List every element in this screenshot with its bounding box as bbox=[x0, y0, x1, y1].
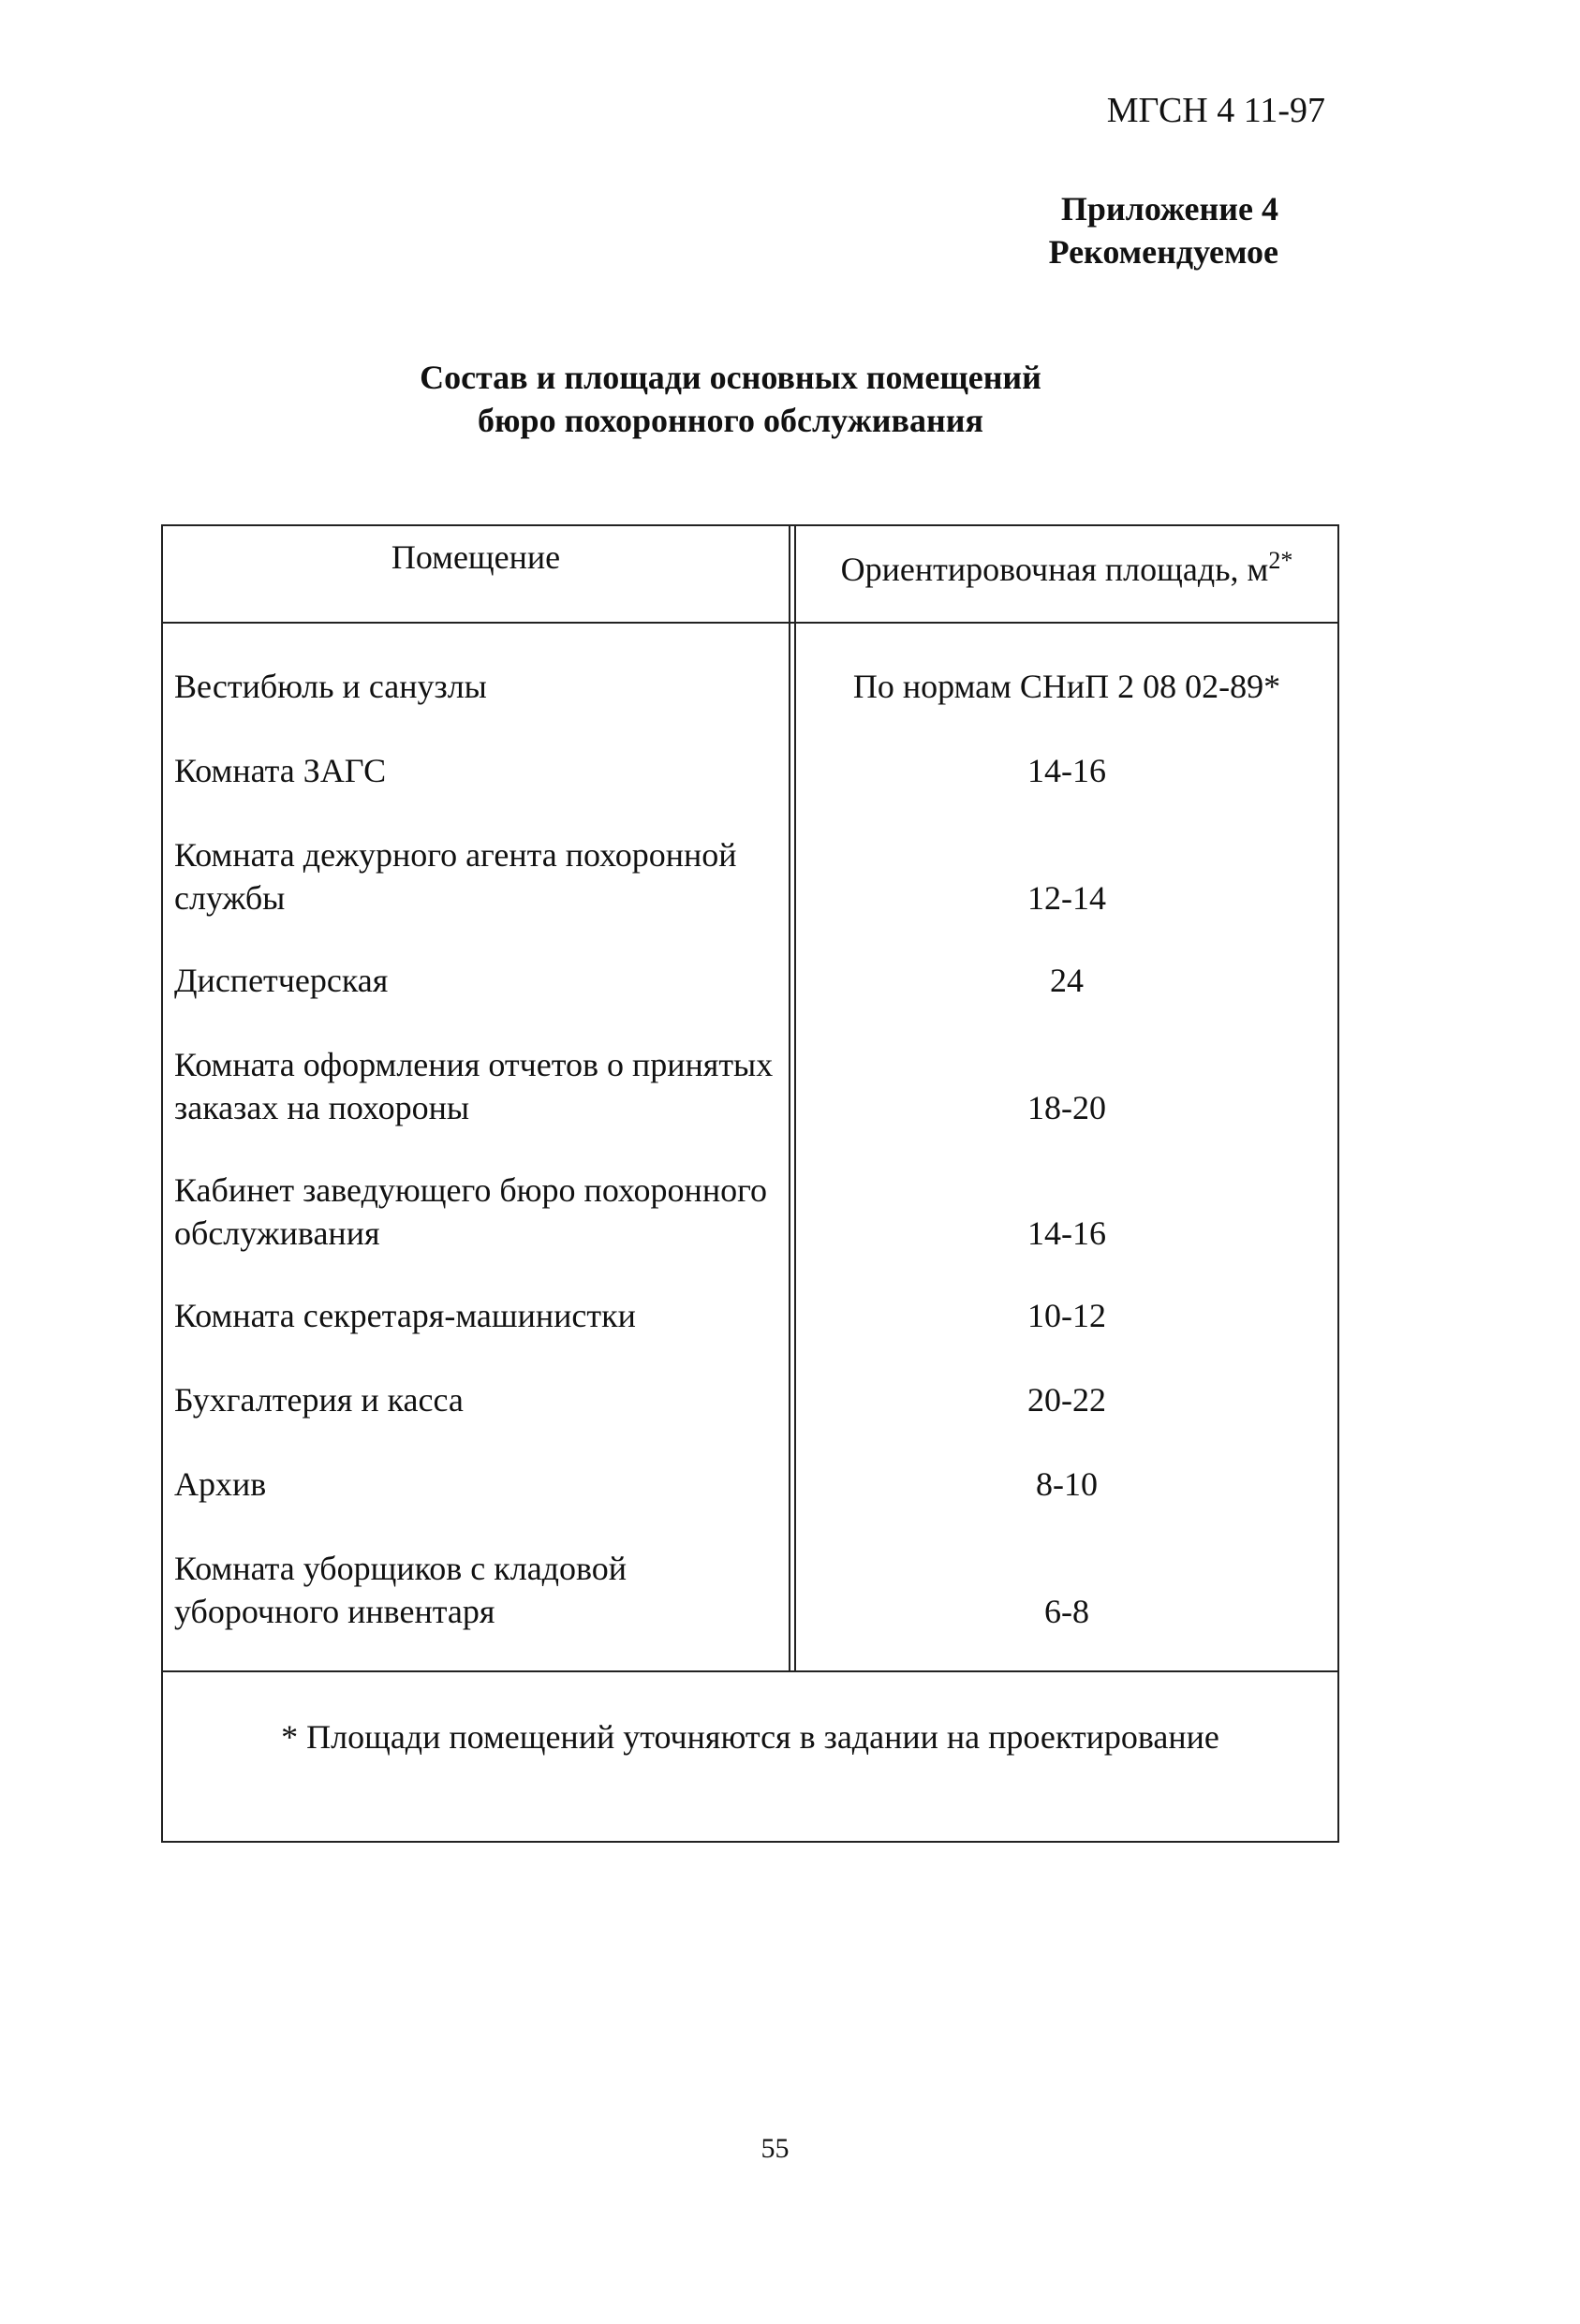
room-area: 8-10 bbox=[1036, 1465, 1098, 1503]
room-area: 14-16 bbox=[1027, 752, 1106, 789]
room-area: 24 bbox=[1050, 962, 1084, 999]
room-name: Комната оформления отчетов о принятых заказах на похороны bbox=[174, 1046, 774, 1126]
room-area: 20-22 bbox=[1027, 1381, 1106, 1419]
column-header-room: Помещение bbox=[391, 538, 561, 576]
room-name: Вестибюль и санузлы bbox=[174, 668, 487, 705]
room-area: 12-14 bbox=[1027, 879, 1106, 917]
room-area: 18-20 bbox=[1027, 1089, 1106, 1126]
title-line-1: Состав и площади основных помещений bbox=[420, 359, 1041, 396]
document-code: МГСН 4 11-97 bbox=[1106, 91, 1325, 130]
column-header-area-text: Ориентировочная площадь, м bbox=[840, 551, 1269, 588]
room-name: Комната секретаря-машинистки bbox=[174, 1297, 636, 1334]
appendix-block bbox=[1049, 187, 1278, 273]
room-name: Комната уборщиков с кладовой уборочного инвентаря bbox=[174, 1550, 628, 1630]
page-number: 55 bbox=[760, 2133, 790, 2164]
appendix-number: Приложение 4 bbox=[1060, 190, 1278, 228]
room-name: Диспетчерская bbox=[174, 962, 389, 999]
footer-divider bbox=[163, 1670, 1337, 1672]
room-name: Бухгалтерия и касса bbox=[174, 1381, 464, 1419]
room-area: 14-16 bbox=[1027, 1214, 1106, 1252]
column-header-area-sup: 2* bbox=[1268, 547, 1293, 574]
room-area: 10-12 bbox=[1027, 1297, 1106, 1334]
room-name: Комната дежурного агента похоронной службы bbox=[174, 836, 737, 917]
room-name: Комната ЗАГС bbox=[174, 752, 387, 789]
column-divider bbox=[789, 526, 796, 1670]
column-header-area bbox=[796, 547, 1337, 589]
page-title bbox=[0, 356, 1461, 442]
room-name: Архив bbox=[174, 1465, 267, 1503]
title-line-2: бюро похоронного обслуживания bbox=[478, 402, 983, 439]
table-footnote: * Площади помещений уточняются в задании на проектирование bbox=[281, 1718, 1219, 1756]
appendix-status: Рекомендуемое bbox=[1048, 233, 1278, 271]
room-area: 6-8 bbox=[1044, 1593, 1089, 1630]
room-area: По нормам СНиП 2 08 02-89* bbox=[852, 668, 1281, 705]
rooms-table bbox=[161, 524, 1339, 1843]
room-name: Кабинет заведующего бюро похоронного обслуживания bbox=[174, 1171, 767, 1252]
header-divider bbox=[163, 622, 1337, 624]
